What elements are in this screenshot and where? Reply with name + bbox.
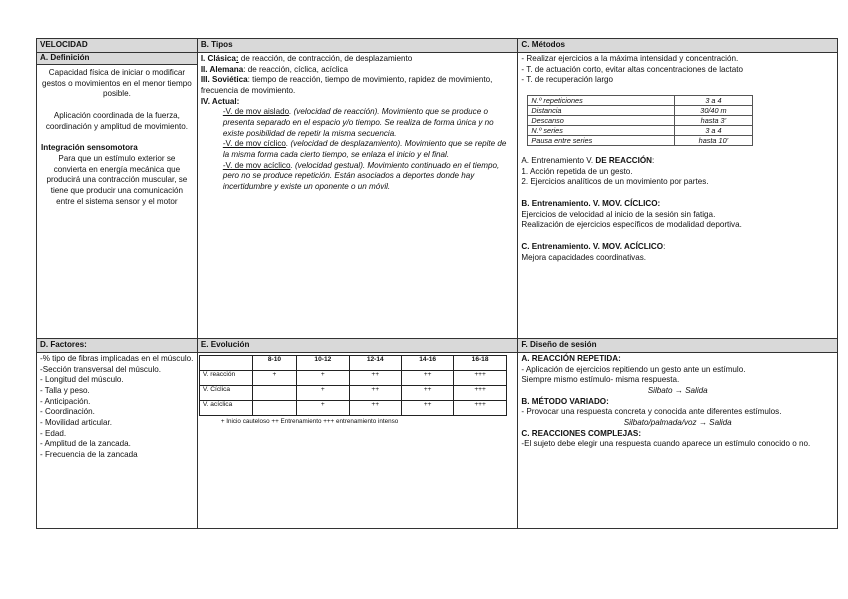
entrenamiento-reaccion-title: A. Entrenamiento V. DE REACCIÓN: [521, 156, 655, 166]
diseno-b-1: - Provocar una respuesta concreta y conocida ante diferentes estímulos. [521, 407, 782, 417]
tipos-header: B. Tipos [197, 39, 518, 53]
factores-cell [37, 353, 198, 529]
evolucion-header: E. Evolución [197, 339, 518, 353]
diseno-cell [518, 353, 838, 529]
list-item: - Frecuencia de la zancada [40, 450, 138, 460]
tipo-sovietica: III. Soviética: tiempo de reacción, tiempo de movimiento, rapidez de movimiento, frecuencia de movimiento. [200, 75, 493, 96]
entrenamiento-aciclico-1: Mejora capacidades coordinativas. [521, 252, 647, 262]
integracion-title: Integración sensomotora [41, 143, 138, 153]
diseno-a-title: A. REACCIÓN REPETIDA: [521, 354, 621, 363]
evolucion-table [199, 355, 507, 416]
entrenamiento-ciclico-title: B. Entrenamiento. V. MOV. CÍCLICO: [521, 199, 661, 209]
metodo-line-3: - T. de recuperación largo [521, 75, 614, 85]
diseno-b-2: Silbato/palmada/voz → Salida [623, 418, 732, 428]
diseno-header: F. Diseño de sesión [518, 339, 838, 353]
list-item: - Longitud del músculo. [40, 375, 124, 385]
diseno-c-1: -El sujeto debe elegir una respuesta cuando aparece un estímulo conocido o no. [521, 439, 811, 449]
diseno-b-title: B. MÉTODO VARIADO: [521, 396, 609, 406]
entrenamiento-reaccion-2: 2. Ejercicios analíticos de un movimiento por partes. [521, 177, 709, 187]
metodos-cell [518, 53, 838, 339]
diseno-c-title: C. REACCIONES COMPLEJAS: [521, 428, 642, 438]
list-item: - Talla y peso. [40, 386, 90, 396]
table-row: V. reacción + + ++ ++ +++ [199, 371, 506, 386]
metodo-line-2: - T. de actuación corto, evitar altas concentraciones de lactato [521, 64, 744, 74]
table-row: Distancia 30/40 m [528, 106, 753, 116]
definicion-header: A. Definición [37, 53, 197, 65]
definicion-text-2: Aplicación coordinada de la fuerza, coordinación y amplitud de movimiento. [45, 111, 188, 131]
list-item: -Sección transversal del músculo. [40, 364, 162, 374]
tipo-clasica: I. Clásica: de reacción, de contracción, de desplazamiento [200, 54, 413, 63]
parametros-table [527, 95, 753, 146]
evolucion-legend: + Inicio cauteloso ++ Entrenamiento +++ entrenamiento intenso [220, 418, 399, 425]
tipo-alemana: II. Alemana: de reacción, cíclica, acíclica [200, 64, 349, 74]
factores-header: D. Factores: [37, 339, 198, 353]
metodo-line-1: - Realizar ejercicios a la máxima intensidad y concentración. [521, 54, 739, 63]
definicion-text-1: Capacidad física de iniciar o modificar gestos o movimientos en el menor tiempo posible. [42, 68, 192, 99]
tipo-aislado: -V. de mov aislado. (velocidad de reacción). Movimiento que se produce o presenta separado en el espacio y/o tiempo. Se realiza de forma única y no existe posibilidad de repetir la misma secuencia. [222, 107, 494, 138]
entrenamiento-ciclico-1: Ejercicios de velocidad al inicio de la sesión sin fatiga. [521, 209, 716, 219]
diseno-a-2: Siempre mismo estímulo- misma respuesta. [521, 375, 680, 385]
summary-table [36, 38, 838, 529]
tipo-ciclico: -V. de mov cíclico. (velocidad de desplazamiento). Movimiento que se repite de la misma forma cada cierto tiempo, se enlaza el inicio y el final. [222, 139, 507, 160]
list-item: - Edad. [40, 428, 67, 438]
velocidad-header: VELOCIDAD [37, 39, 198, 53]
definicion-cell [37, 53, 198, 339]
list-item: -% tipo de fibras implicadas en el músculo. [40, 354, 194, 363]
tipo-actual: IV. Actual: [200, 96, 240, 106]
summary-sheet [36, 38, 838, 524]
entrenamiento-ciclico-2: Realización de ejercicios específicos de modalidad deportiva. [521, 220, 742, 230]
table-row: Pausa entre series hasta 10’ [528, 136, 753, 146]
entrenamiento-aciclico-title: C. Entrenamiento. V. MOV. ACÍCLICO: [521, 242, 666, 252]
table-row: 8-10 10-12 12-14 14-16 16-18 [199, 356, 506, 371]
metodos-header: C. Métodos [518, 39, 838, 53]
list-item: - Anticipación. [40, 396, 91, 406]
evolucion-cell [197, 353, 518, 529]
integracion-text: Para que un estímulo exterior se convierta en energía mecánica que producirá una contracción muscular, se tiene que producir una comunicación entre el sistema sensor y el motor [46, 154, 188, 206]
diseno-a-3: Silbato → Salida [647, 386, 708, 396]
table-row: N.º repeticiones 3 a 4 [528, 96, 753, 106]
list-item: - Coordinación. [40, 407, 95, 417]
entrenamiento-reaccion-1: 1. Acción repetida de un gesto. [521, 166, 633, 176]
table-row: Descanso hasta 3’ [528, 116, 753, 126]
diseno-a-1: - Aplicación de ejercicios repitiendo un gesto ante un estímulo. [521, 364, 746, 374]
tipo-aciclico: -V. de mov acíclico. (velocidad gestual). Movimiento continuado en el tiempo, pero no se produce repetición. Están asociados a deportes donde hay incertidumbre y existe un oponente o un móvil. [222, 160, 500, 192]
table-row: V. acíclica + ++ ++ +++ [199, 401, 506, 416]
table-row: N.º series 3 a 4 [528, 126, 753, 136]
table-row: V. Cíclica + ++ ++ +++ [199, 386, 506, 401]
list-item: - Amplitud de la zancada. [40, 439, 131, 449]
tipos-cell [197, 53, 518, 339]
list-item: - Movilidad articular. [40, 418, 112, 428]
